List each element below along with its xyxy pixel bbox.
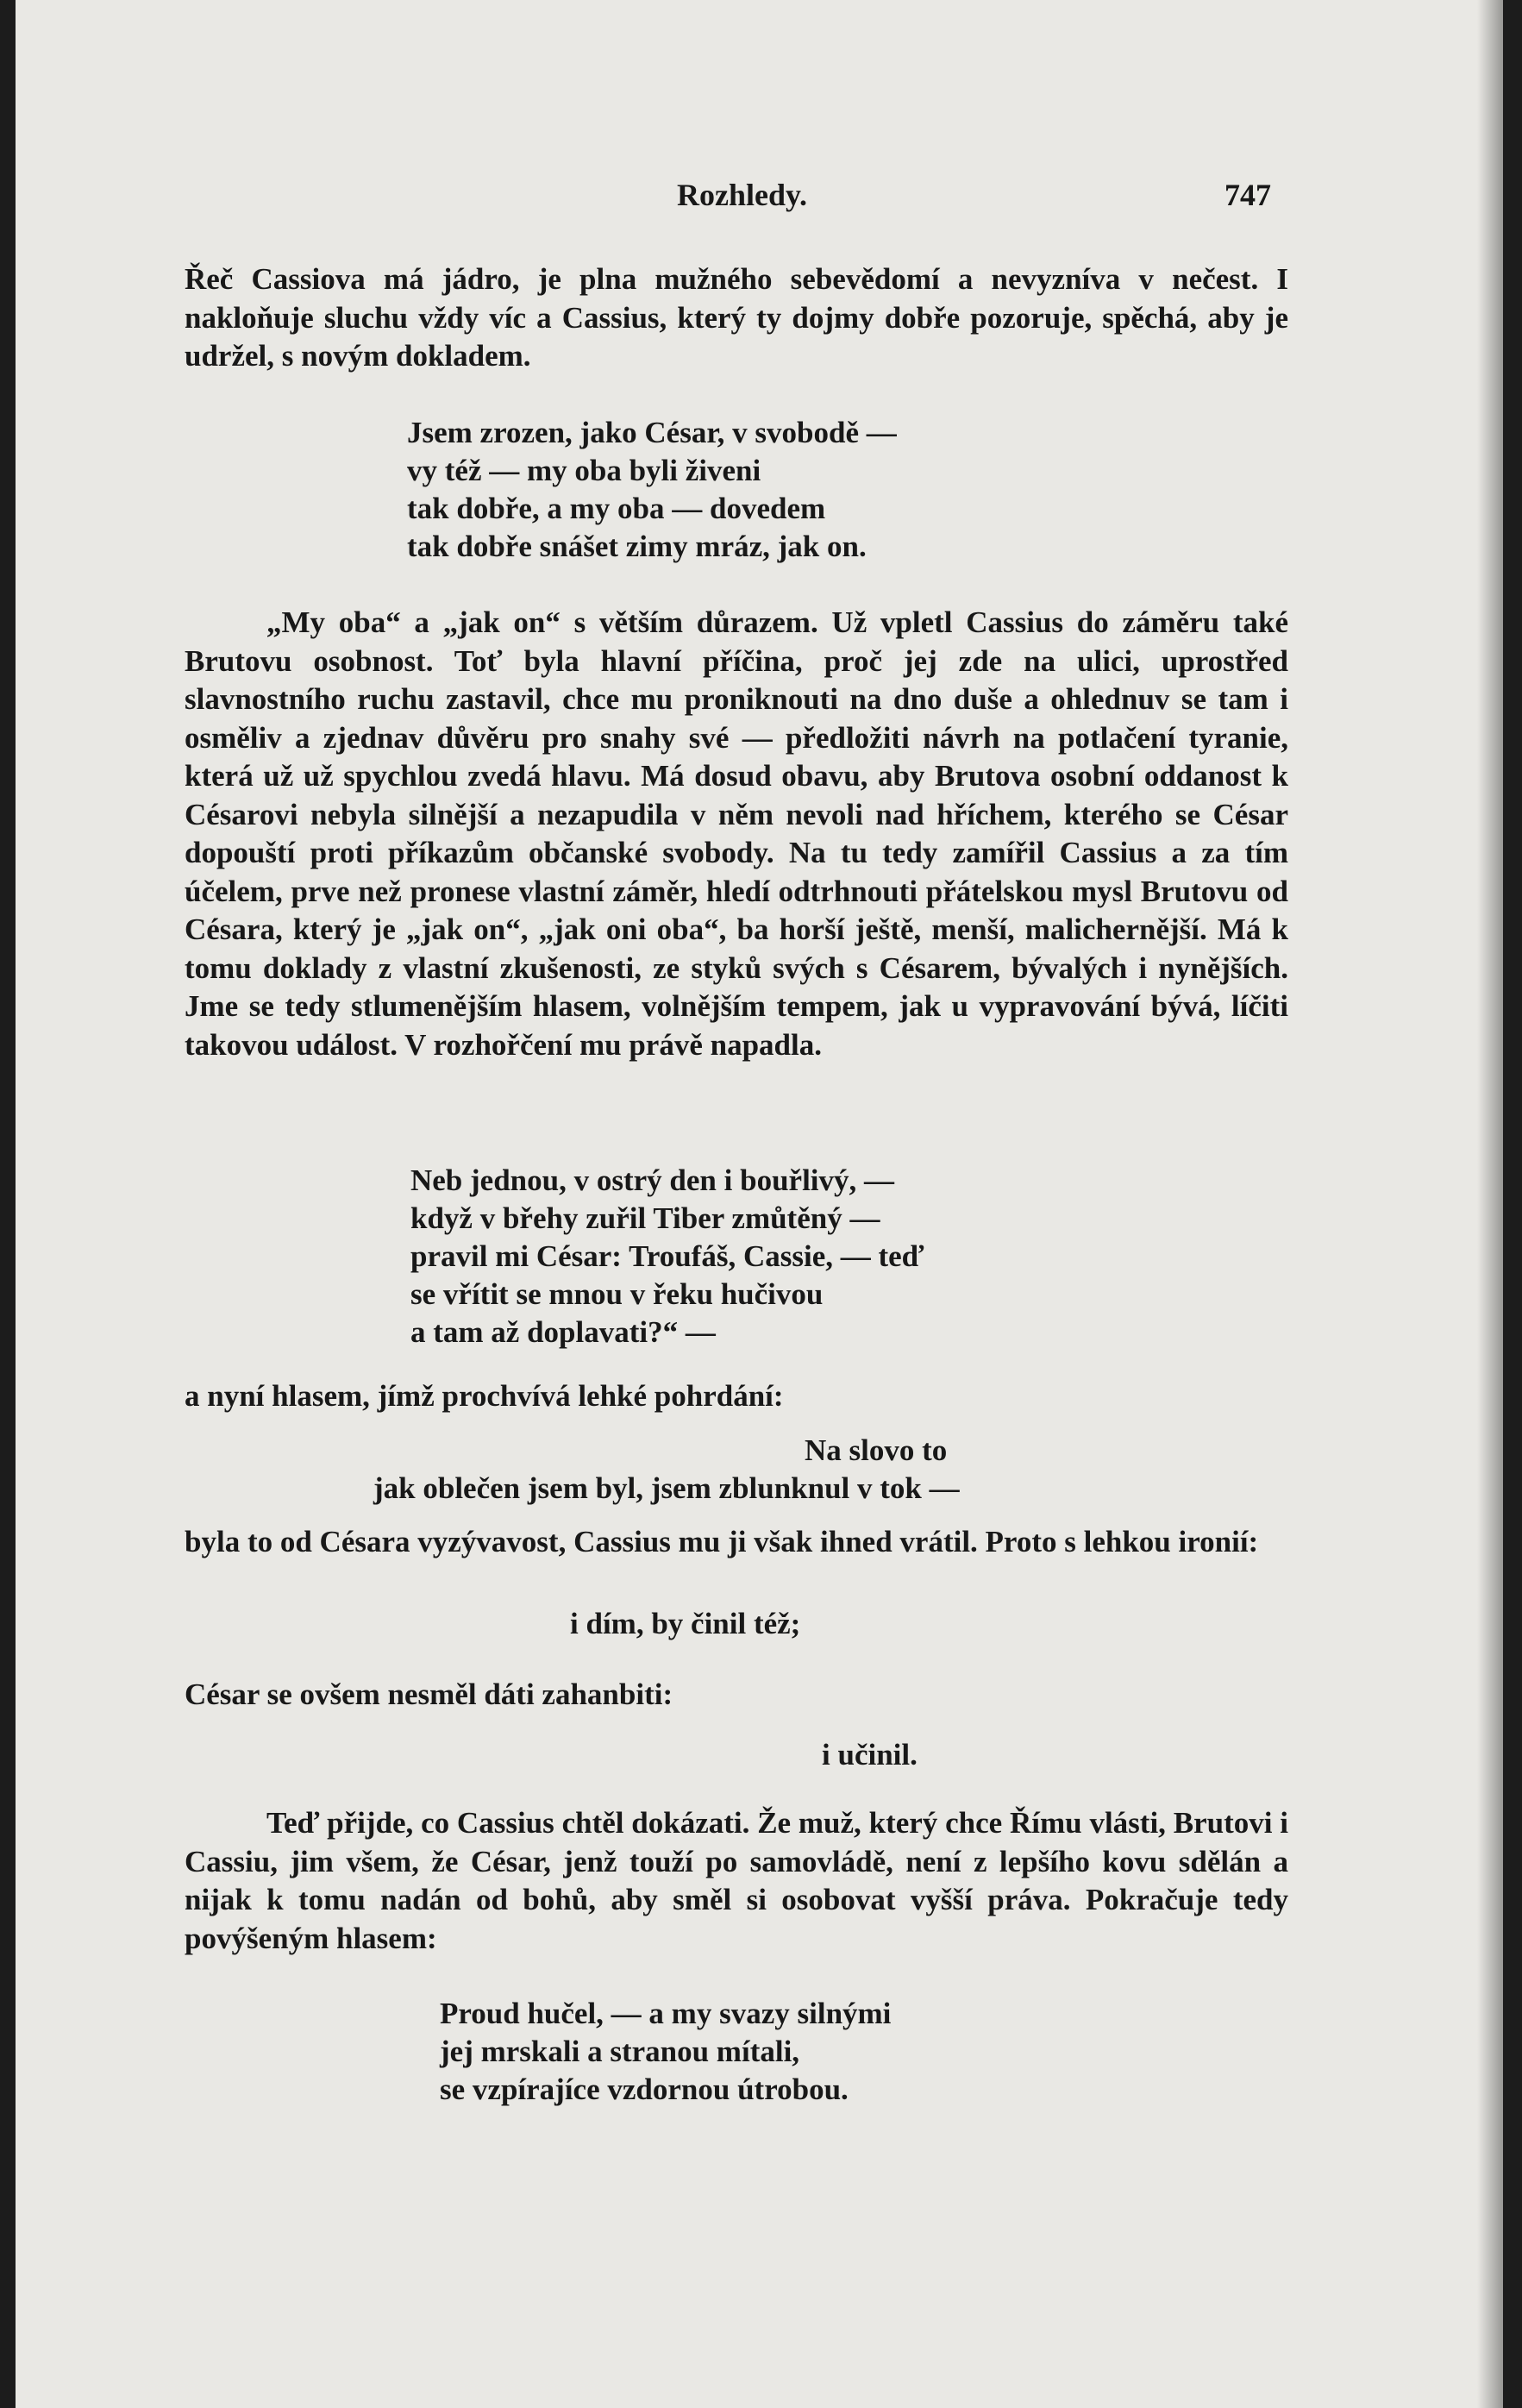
verse-line: Proud hučel, — a my svazy silnými <box>440 1997 892 2030</box>
paragraph-text: „My oba“ a „jak on“ s větším důrazem. Už vpletl Cassius do záměru také Brutovu osobnost. Toť byla hlavní příčina, proč jej zde na ulici, uprostřed slavnostního ruchu zastavil, chce mu proniknouti na dno duše a ohlednuv se tam i osměliv a zjednav důvěru pro snahy své — předložiti návrh na potlačení tyranie, která už už spychlou zvedá hlavu. Má dosud obavu, aby Brutova osobní oddanost k Césarovi nebyla silnější a nezapudila v něm nevoli nad hříchem, kterého se César dopouští proti příkazům občanské svobody. Na tu tedy zamířil Cassius a za tím účelem, prve než pronese vlastní záměr, hledí odtrhnouti přátelskou mysl Brutovu od Césara, který je „jak on“, „jak oni oba“, ba horší ještě, menší, malichernější. Má k tomu doklady z vlastní zkušenosti, ze styků svých s Césarem, bývalých i nynějších. Jme se tedy stlumenějším hlasem, volnějším tempem, jak u vypravování bývá, líčiti takovou událost. V rozhořčení mu právě napadla. <box>185 605 1288 1062</box>
paragraph-text: Řeč Cassiova má jádro, je plna mužného sebevědomí a nevyzníva v nečest. I nakloňuje sluchu vždy víc a Cassius, který ty dojmy dobře pozoruje, spěchá, aby je udržel, s novým dokladem. <box>185 262 1288 373</box>
verse-4: i dím, by činil též; <box>570 1607 801 1640</box>
verse-line: tak dobře snášet zimy mráz, jak on. <box>407 530 867 563</box>
verse-line: se vzpírajíce vzdornou útrobou. <box>440 2073 849 2106</box>
verse-line: když v břehy zuřil Tiber zmůtěný — <box>410 1201 880 1235</box>
verse-line: jak oblečen jsem byl, jsem zblunknul v tok — <box>373 1471 960 1505</box>
verse-line: pravil mi César: Troufáš, Cassie, — teď <box>410 1239 924 1273</box>
page-number: 747 <box>1224 178 1271 212</box>
paragraph-2 <box>185 604 1288 1064</box>
verse-5: i učinil. <box>822 1738 918 1772</box>
page-header <box>16 177 1503 229</box>
verse-line: tak dobře, a my oba — dovedem <box>407 492 826 525</box>
paragraph-text: byla to od Césara vyzývavost, Cassius mu ji však ihned vrátil. Proto s lehkou ironií: <box>185 1525 1259 1558</box>
paragraph-4 <box>185 1523 1288 1562</box>
narration-line-5: César se ovšem nesměl dáti zahanbiti: <box>185 1677 673 1711</box>
verse-line: Na slovo to <box>805 1433 948 1467</box>
verse-line: Neb jednou, v ostrý den i bouřlivý, — <box>410 1163 895 1197</box>
running-title: Rozhledy. <box>677 178 808 212</box>
verse-3 <box>373 1432 1115 1508</box>
verse-line: Jsem zrozen, jako César, v svobodě — <box>407 416 897 449</box>
paragraph-1 <box>185 260 1288 376</box>
verse-line: a tam až doplavati?“ — <box>410 1315 716 1349</box>
verse-1 <box>407 414 897 566</box>
paragraph-text: Teď přijde, co Cassius chtěl dokázati. Že muž, který chce Římu vlásti, Brutovi i Cassiu, jim všem, že César, jenž touží po samovládě, není z lepšího kovu sdělán a nijak k tomu nadán od bohů, aby směl si osobovat vyšší práva. Pokračuje tedy povýšeným hlasem: <box>185 1806 1288 1955</box>
verse-line: se vřítit se mnou v řeku hučivou <box>410 1277 824 1311</box>
paragraph-6 <box>185 1804 1288 1958</box>
verse-6 <box>440 1995 891 2109</box>
book-page <box>16 0 1503 2408</box>
narration-line-3: a nyní hlasem, jímž prochvívá lehké pohrdání: <box>185 1379 784 1413</box>
verse-line: vy též — my oba byli živeni <box>407 454 761 487</box>
verse-line: jej mrskali a stranou mítali, <box>440 2035 800 2068</box>
verse-2 <box>410 1162 924 1351</box>
